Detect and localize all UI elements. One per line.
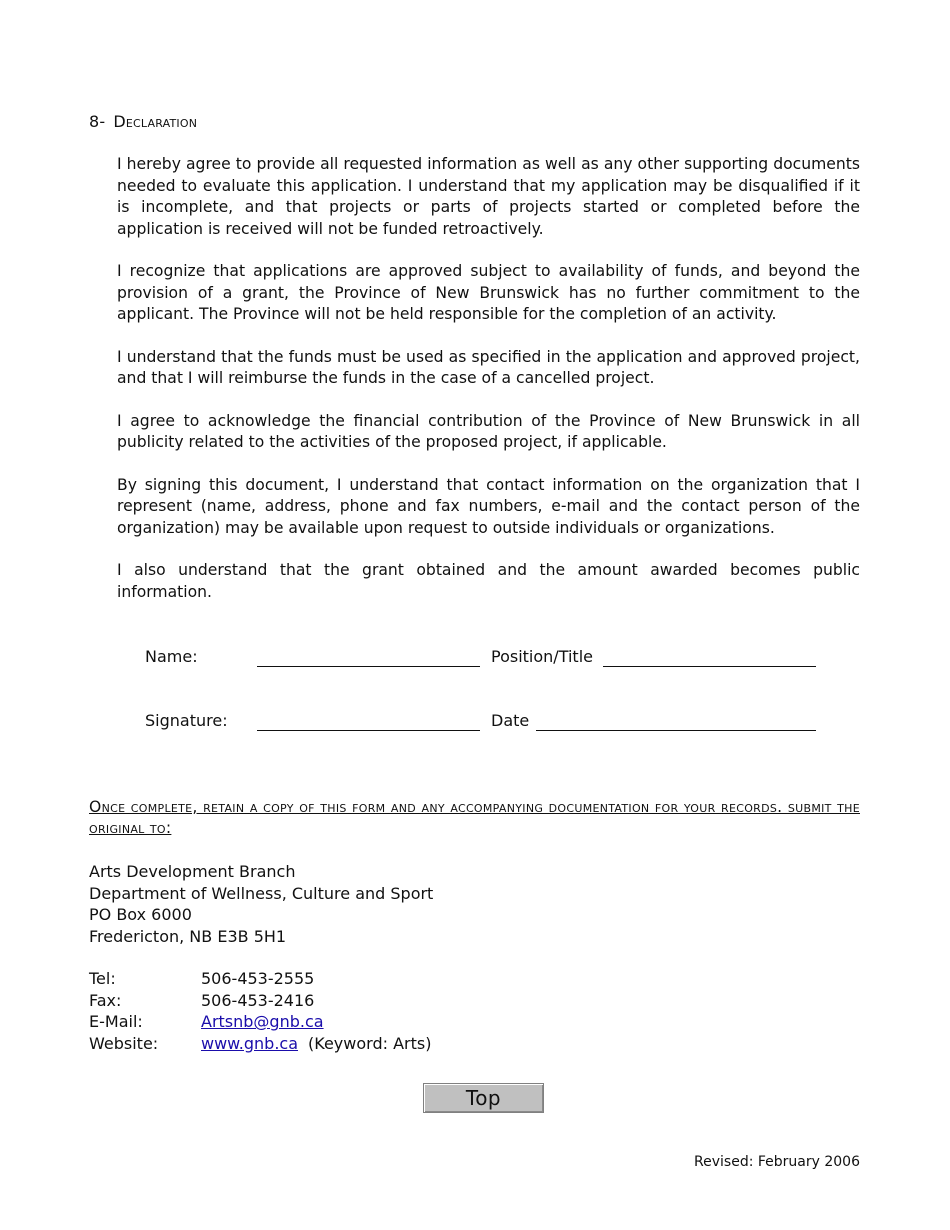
- declaration-paragraph: I hereby agree to provide all requested information as well as any other supporting documents needed to evaluate this application. I understand that my application may be disqualified if it is incomplete, and that projects or parts of projects started or completed before the application is received will not be funded retroactively.: [117, 155, 860, 238]
- position-title-label: Position/Title: [491, 647, 593, 666]
- email-link[interactable]: Artsnb@gnb.ca: [201, 1012, 324, 1031]
- revised-date: Revised: February 2006: [694, 1154, 860, 1170]
- tel-label: Tel:: [89, 969, 116, 988]
- declaration-text: [117, 154, 860, 624]
- name-field[interactable]: [257, 666, 480, 667]
- address-line: Department of Wellness, Culture and Sport: [89, 883, 434, 903]
- fax-value: 506-453-2416: [201, 990, 315, 1010]
- tel-value: 506-453-2555: [201, 969, 315, 988]
- top-button[interactable]: Top: [423, 1083, 544, 1113]
- name-label: Name:: [145, 647, 198, 666]
- website-value-wrap: [201, 1033, 431, 1055]
- declaration-paragraph: I agree to acknowledge the financial contribution of the Province of New Brunswick in all publicity related to the activities of the proposed project, if applicable.: [117, 411, 860, 451]
- website-label: Website:: [89, 1033, 159, 1053]
- website-keyword-note: (Keyword: Arts): [308, 1033, 432, 1053]
- section-title: Declaration: [113, 112, 198, 131]
- date-label: Date: [491, 711, 530, 730]
- date-field[interactable]: [536, 730, 816, 731]
- fax-label: Fax:: [89, 990, 122, 1010]
- website-link[interactable]: www.gnb.ca: [201, 1033, 299, 1053]
- email-value-wrap: [201, 1011, 324, 1033]
- submission-notice: Once complete, retain a copy of this form and any accompanying documentation for your records. submit the original to:: [89, 798, 860, 837]
- address-line: Fredericton, NB E3B 5H1: [89, 926, 287, 946]
- section-number: 8-: [89, 112, 106, 131]
- declaration-paragraph: I recognize that applications are approved subject to availability of funds, and beyond the provision of a grant, the Province of New Brunswick has no further commitment to the applicant. The Province will not be held responsible for the completion of an activity.: [117, 262, 860, 323]
- address-line: PO Box 6000: [89, 905, 192, 924]
- signature-field[interactable]: [257, 730, 480, 731]
- mailing-address: [89, 861, 433, 947]
- address-line: Arts Development Branch: [89, 862, 296, 881]
- signature-date-row: [145, 711, 825, 735]
- declaration-paragraph: I also understand that the grant obtained and the amount awarded becomes public information.: [117, 561, 860, 601]
- position-title-field[interactable]: [603, 666, 816, 667]
- email-label: E-Mail:: [89, 1012, 143, 1031]
- signature-label: Signature:: [145, 711, 228, 730]
- name-position-row: [145, 647, 825, 671]
- declaration-paragraph: By signing this document, I understand that contact information on the organization that I represent (name, address, phone and fax numbers, e-mail and the contact person of the organization) may be available upon request to outside individuals or organizations.: [117, 475, 860, 537]
- section-heading: [89, 112, 197, 131]
- declaration-paragraph: I understand that the funds must be used as specified in the application and approved project, and that I will reimburse the funds in the case of a cancelled project.: [117, 347, 860, 387]
